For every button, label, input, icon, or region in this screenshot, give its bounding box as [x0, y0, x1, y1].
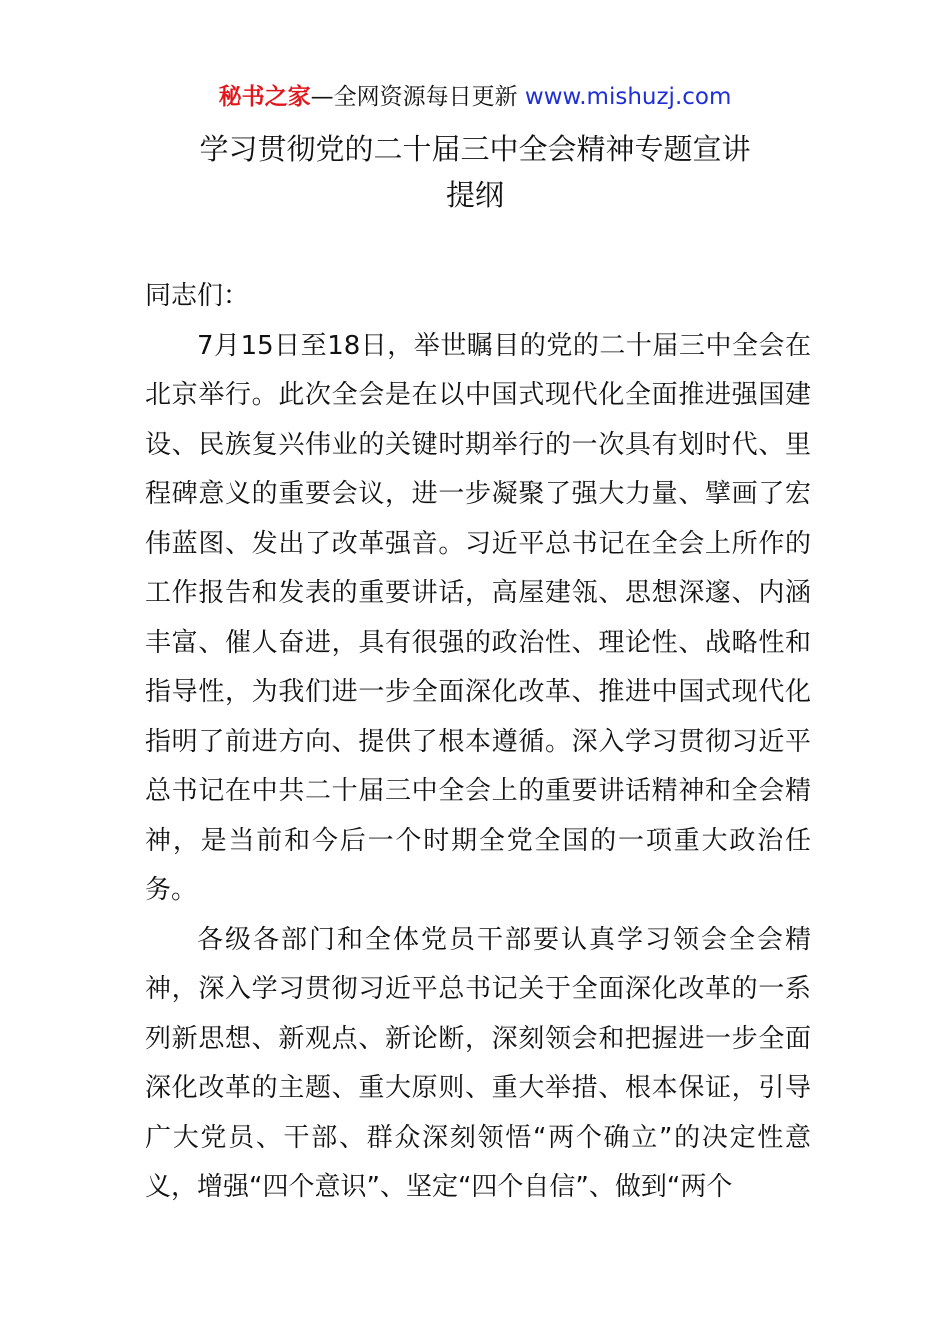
site-tagline: —全网资源每日更新: [310, 84, 518, 110]
title-line-2: 提纲: [445, 178, 504, 212]
title-line-1: 学习贯彻党的二十届三中全会精神专题宣讲: [199, 132, 751, 166]
paragraph-1: 7月15日至18日，举世瞩目的党的二十届三中全会在北京举行。此次全会是在以中国式现代化全面推进强国建设、民族复兴伟业的关键时期举行的一次具有划时代、里程碑意义的重要会议，进一步凝聚了强大力量、擘画了宏伟蓝图、发出了改革强音。习近平总书记在全会上所作的工作报告和发表的重要讲话，高屋建瓴、思想深邃、内涵丰富、催人奋进，具有很强的政治性、理论性、战略性和指导性，为我们进一步全面深化改革、推进中国式现代化指明了前进方向、提供了根本遵循。深入学习贯彻习近平总书记在中共二十届三中全会上的重要讲话精神和全会精神，是当前和今后一个时期全党全国的一项重大政治任务。: [145, 330, 811, 905]
salutation: 同志们：: [145, 281, 250, 311]
document-title: [0, 126, 950, 218]
document-body: [145, 272, 811, 1213]
paragraph-2: 各级各部门和全体党员干部要认真学习领会全会精神，深入学习贯彻习近平总书记关于全面深化改革的一系列新思想、新观点、新论断，深刻领会和把握进一步全面深化改革的主题、重大原则、重大举措、根本保证，引导广大党员、干部、群众深刻领悟“两个确立”的决定性意义，增强“四个意识”、坚定“四个自信”、做到“两个: [145, 924, 811, 1202]
site-brand: 秘书之家: [218, 84, 311, 110]
site-header: [0, 80, 950, 114]
site-url-link[interactable]: www.mishuzj.com: [524, 84, 732, 110]
